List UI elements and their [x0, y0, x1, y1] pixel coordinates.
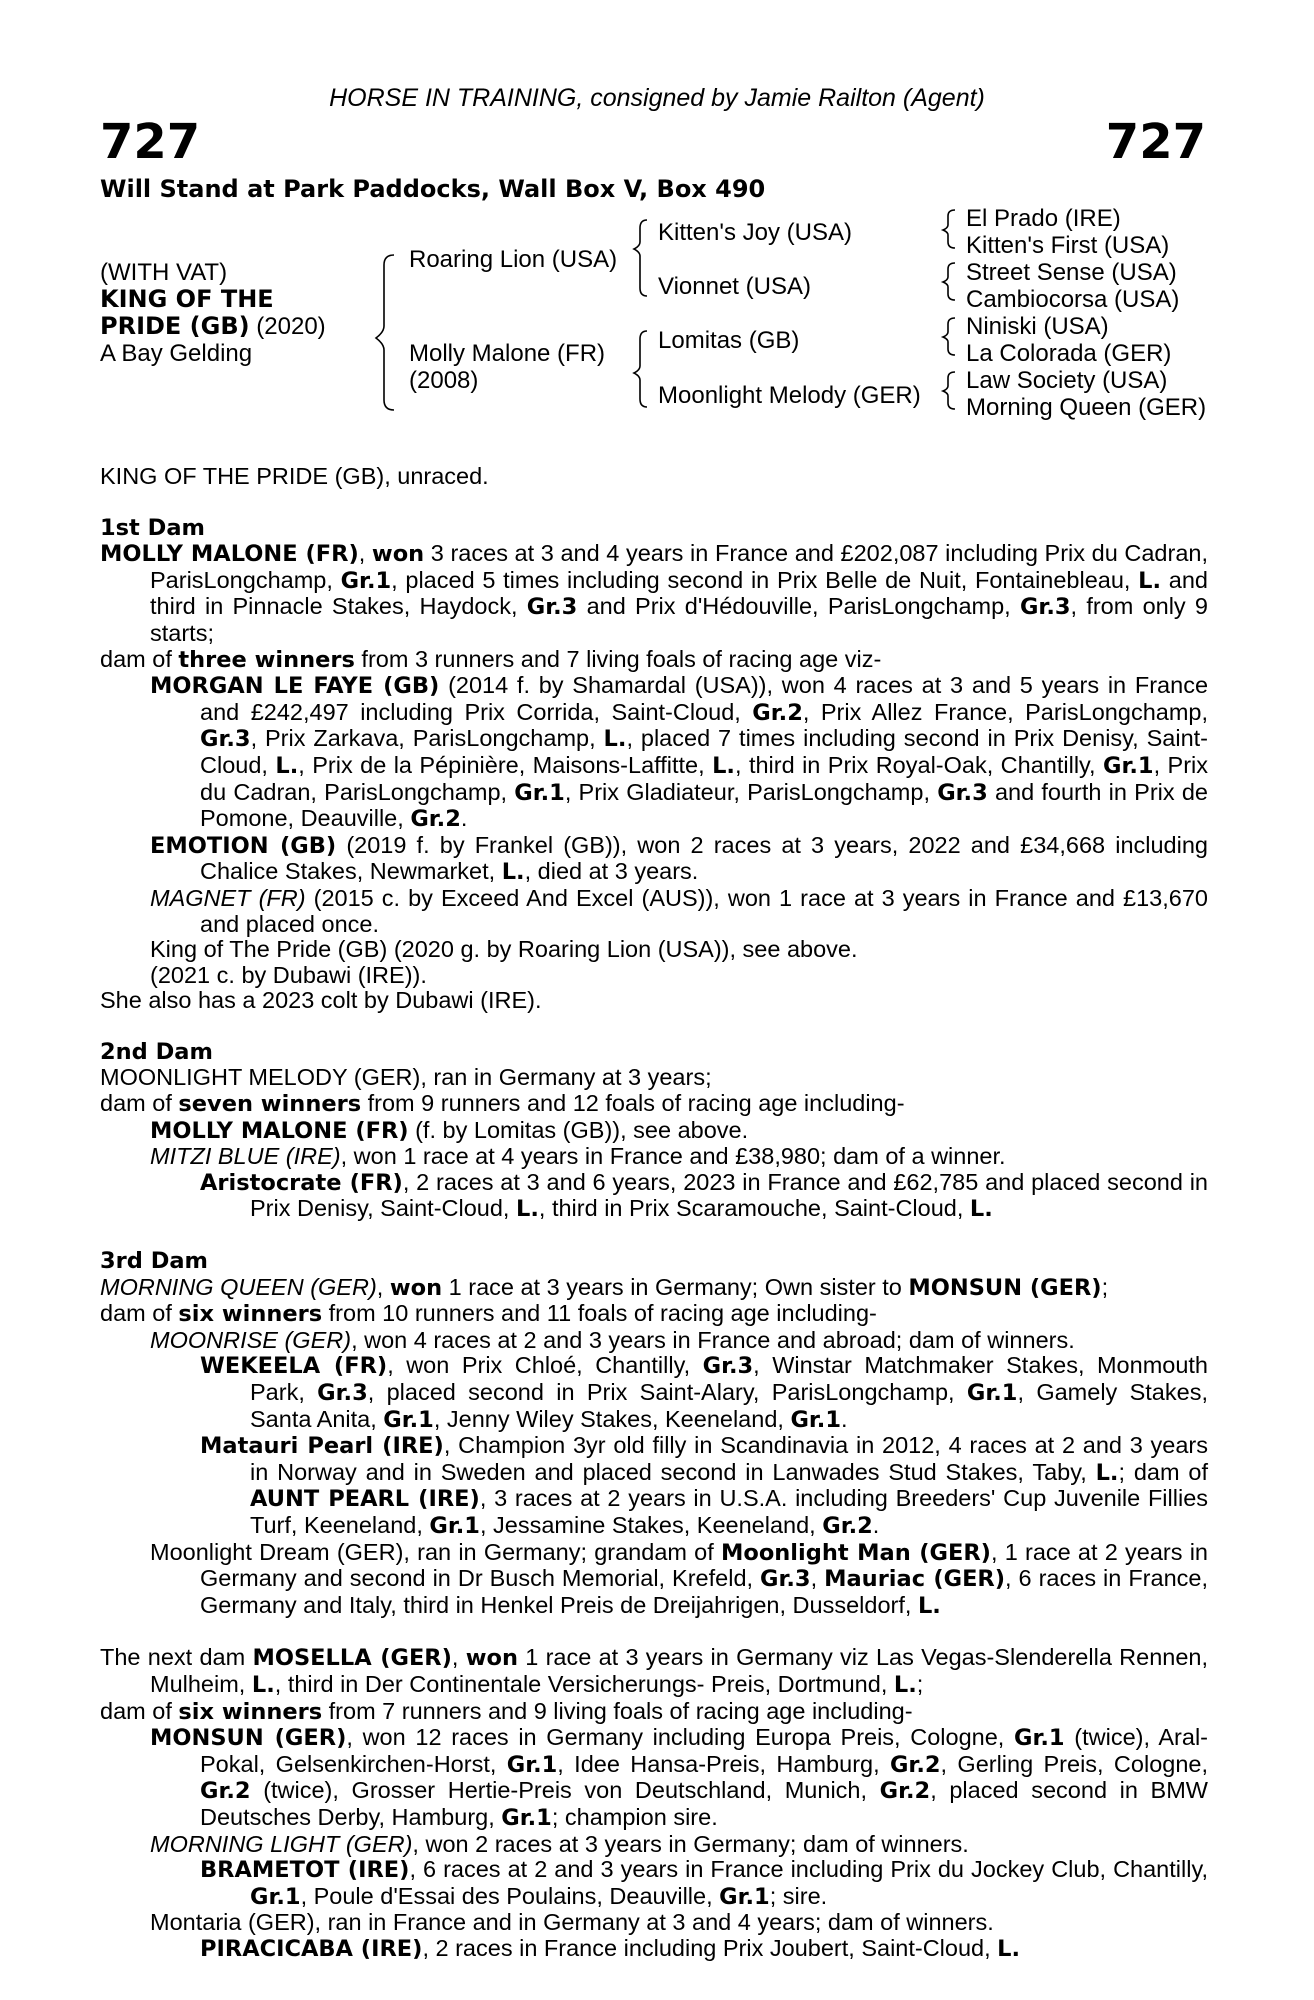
third-dam-produce-summary: dam of six winners from 10 runners and 11 foals of racing age including-: [100, 1300, 877, 1328]
gen3-sdd: Cambiocorsa (USA): [966, 286, 1180, 313]
sire-sire: Kitten's Joy (USA): [658, 219, 852, 246]
horse-year: (2020): [249, 313, 326, 340]
sire-dam: Vionnet (USA): [658, 273, 811, 300]
produce-montaria: Montaria (GER), ran in France and in Germany at 3 and 4 years; dam of winners.: [150, 1909, 994, 1936]
horse-name-line2: PRIDE (GB): [100, 312, 250, 340]
produce-matauri-pearl: Matauri Pearl (IRE), Champion 3yr old filly in Scandinavia in 2012, 4 races at 2 and 3 years in Norway and in Sweden and placed second in Lanwades Stud Stakes, Taby, L.; dam of AUNT PEARL (IRE), 3 races at 2 years in U.S.A. including Breeders' Cup Juvenile Fillies Turf, Keeneland, Gr.1, Jessamine Stakes, Keeneland, Gr.2.: [200, 1432, 1209, 1539]
produce-magnet: MAGNET (FR) (2015 c. by Exceed And Excel (AUS)), won 1 race at 3 years in France and £13,670 and placed once.: [150, 884, 1208, 937]
gen3-ssd: Kitten's First (USA): [966, 232, 1170, 259]
gen3-dsd: La Colorada (GER): [966, 340, 1172, 367]
lot-number-left: 727: [100, 114, 201, 170]
produce-morning-light: MORNING LIGHT (GER), won 2 races at 3 years in Germany; dam of winners.: [150, 1830, 969, 1857]
third-dam-heading: 3rd Dam: [100, 1248, 208, 1275]
produce-emotion: EMOTION (GB) (2019 f. by Frankel (GB)), won 2 races at 3 years, 2022 and £34,668 including Chalice Stakes, Newmarket, L., died at 3 years.: [150, 831, 1208, 886]
produce-moonrise: MOONRISE (GER), won 4 races at 2 and 3 years in France and abroad; dam of winners.: [150, 1326, 1075, 1353]
stand-location: Will Stand at Park Paddocks, Wall Box V, Box 490: [100, 175, 766, 203]
horse-name-line2-wrap: [100, 313, 326, 340]
second-dam-heading: 2nd Dam: [100, 1038, 213, 1065]
second-dam-record: MOONLIGHT MELODY (GER), ran in Germany at 3 years;: [100, 1064, 712, 1091]
dam-sire: Lomitas (GB): [658, 327, 800, 354]
produce-moonlight-dream: Moonlight Dream (GER), ran in Germany; grandam of Moonlight Man (GER), 1 race at 2 years in Germany and second in Dr Busch Memorial, Krefeld, Gr.3, Mauriac (GER), 6 races in France, Germany and Italy, third in Henkel Preis de Dreijahrigen, Dusseldorf, L.: [150, 1538, 1208, 1619]
third-dam-record: MORNING QUEEN (GER), won 1 race at 3 years in Germany; Own sister to MONSUN (GER);: [100, 1273, 1109, 1301]
gen3-sss: El Prado (IRE): [966, 205, 1121, 232]
next-dam-produce-summary: dam of six winners from 7 runners and 9 living foals of racing age including-: [100, 1697, 913, 1725]
next-dam-record: The next dam MOSELLA (GER), won 1 race at 3 years in Germany viz Las Vegas-Slenderella Rennen, Mulheim, L., third in Der Continentale Versicherungs- Preis, Dortmund, L.;: [100, 1644, 1208, 1698]
second-dam-produce-summary: dam of seven winners from 9 runners and 12 foals of racing age including-: [100, 1090, 905, 1118]
horse-name-line1: KING OF THE: [100, 285, 274, 313]
gen3-ddd: Morning Queen (GER): [966, 394, 1207, 421]
produce-mitzi-blue: MITZI BLUE (IRE), won 1 race at 4 years in France and £38,980; dam of a winner.: [150, 1143, 1006, 1170]
produce-king-of-the-pride: King of The Pride (GB) (2020 g. by Roaring Lion (USA)), see above.: [150, 936, 858, 963]
gen3-dss: Niniski (USA): [966, 313, 1109, 340]
sire: Roaring Lion (USA): [409, 246, 618, 273]
gen3-sds: Street Sense (USA): [966, 259, 1177, 286]
vat-note: (WITH VAT): [100, 259, 228, 286]
produce-piracicaba: PIRACICABA (IRE), 2 races in France including Prix Joubert, Saint-Cloud, L.: [200, 1934, 1021, 1962]
race-record-intro: KING OF THE PRIDE (GB), unraced.: [100, 463, 489, 489]
dam-year: (2008): [409, 367, 479, 394]
produce-brametot: BRAMETOT (IRE), 6 races at 2 and 3 years in France including Prix du Jockey Club, Chantilly, Gr.1, Poule d'Essai des Poulains, Deauville, Gr.1; sire.: [200, 1856, 1208, 1910]
lot-number-right: 727: [1105, 114, 1206, 170]
gen3-dds: Law Society (USA): [966, 367, 1168, 394]
horse-description: A Bay Gelding: [100, 340, 253, 367]
produce-morgan-le-faye: MORGAN LE FAYE (GB) (2014 f. by Shamardal (USA)), won 4 races at 3 and 5 years in France and £242,497 including Prix Corrida, Saint-Cloud, Gr.2, Prix Allez France, ParisLongchamp, Gr.3, Prix Zarkava, ParisLongchamp, L., placed 7 times including second in Prix Denisy, Saint-Cloud, L., Prix de la Pépinière, Maisons-Laffitte, L., third in Prix Royal-Oak, Chantilly, Gr.1, Prix du Cadran, ParisLongchamp, Gr.1, Prix Gladiateur, ParisLongchamp, Gr.3 and fourth in Prix de Pomone, Deauville, Gr.2.: [150, 672, 1209, 833]
first-dam-produce-summary: dam of three winners from 3 runners and 7 living foals of racing age viz-: [100, 645, 882, 673]
dam-dam: Moonlight Melody (GER): [658, 382, 921, 409]
produce-monsun: MONSUN (GER), won 12 races in Germany including Europa Preis, Cologne, Gr.1 (twice), Aral-Pokal, Gelsenkirchen-Horst, Gr.1, Idee Hansa-Preis, Hamburg, Gr.2, Gerling Preis, Cologne, Gr.2 (twice), Grosser Hertie-Preis von Deutschland, Munich, Gr.2, placed second in BMW Deutsches Derby, Hamburg, Gr.1; champion sire.: [150, 1724, 1208, 1831]
dam: Molly Malone (FR): [409, 340, 606, 367]
catalogue-body: [100, 464, 1208, 1962]
first-dam-heading: 1st Dam: [100, 514, 205, 541]
produce-aristocrate: Aristocrate (FR), 2 races at 3 and 6 years, 2023 in France and £62,785 and placed second in Prix Denisy, Saint-Cloud, L., third in Prix Scaramouche, Saint-Cloud, L.: [200, 1168, 1208, 1223]
consignor-header: HORSE IN TRAINING, consigned by Jamie Railton (Agent): [329, 84, 985, 112]
first-dam-record: MOLLY MALONE (FR), won 3 races at 3 and 4 years in France and £202,087 including Prix du Cadran, ParisLongchamp, Gr.1, placed 5 times including second in Prix Belle de Nuit, Fontainebleau, L. and third in Pinnacle Stakes, Haydock, Gr.3 and Prix d'Hédouville, ParisLongchamp, Gr.3, from only 9 starts;: [100, 540, 1208, 646]
produce-wekeela: WEKEELA (FR), won Prix Chloé, Chantilly, Gr.3, Winstar Matchmaker Stakes, Monmouth Park, Gr.3, placed second in Prix Saint-Alary, ParisLongchamp, Gr.1, Gamely Stakes, Santa Anita, Gr.1, Jenny Wiley Stakes, Keeneland, Gr.1.: [200, 1352, 1209, 1433]
produce-2021-colt: (2021 c. by Dubawi (IRE)).: [150, 961, 427, 988]
produce-molly-malone: MOLLY MALONE (FR) (f. by Lomitas (GB)), see above.: [150, 1116, 749, 1144]
first-dam-also: She also has a 2023 colt by Dubawi (IRE).: [100, 987, 542, 1014]
